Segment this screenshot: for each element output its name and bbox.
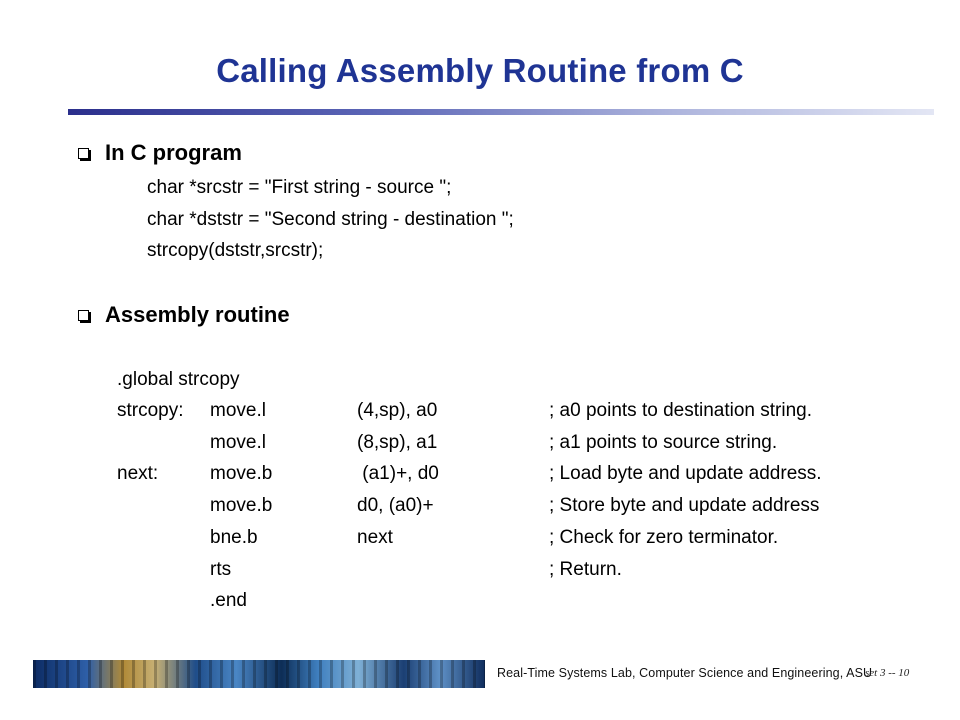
asm-operands: next <box>357 527 393 548</box>
asm-comment: ; Return. <box>549 559 622 580</box>
asm-opcode: rts <box>210 559 232 580</box>
asm-opcode: move.l <box>210 400 266 421</box>
slide-number: set 3 -- 10 <box>865 667 910 679</box>
asm-operands: (8,sp), a1 <box>357 432 438 453</box>
c-code-line: char *dststr = "Second string - destination "; <box>147 209 514 230</box>
checkbox-bullet-icon <box>78 148 89 159</box>
asm-opcode: move.b <box>210 463 273 484</box>
asm-comment: ; a1 points to source string. <box>549 432 778 453</box>
asm-opcode: move.b <box>210 495 273 516</box>
c-code-line: strcopy(dststr,srcstr); <box>147 240 324 261</box>
c-program-heading <box>78 140 242 166</box>
asm-operands: (a1)+, d0 <box>357 463 439 484</box>
assembly-heading <box>78 302 290 328</box>
footer-lab-name: Real-Time Systems Lab, Computer Science and Engineering, ASU <box>497 666 873 680</box>
asm-comment: ; Check for zero terminator. <box>549 527 779 548</box>
c-code-line: char *srcstr = "First string - source "; <box>147 177 452 198</box>
slide-title: Calling Assembly Routine from C <box>216 52 744 89</box>
asm-label: next: <box>117 463 159 484</box>
asm-opcode: .end <box>210 590 247 611</box>
asm-opcode: bne.b <box>210 527 258 548</box>
asm-comment: ; a0 points to destination string. <box>549 400 812 421</box>
assembly-heading-text: Assembly routine <box>105 302 290 327</box>
asm-opcode: move.l <box>210 432 266 453</box>
asm-comment: ; Load byte and update address. <box>549 463 822 484</box>
asm-operands: (4,sp), a0 <box>357 400 438 421</box>
asm-operands: d0, (a0)+ <box>357 495 434 516</box>
title-divider <box>68 109 934 115</box>
c-program-heading-text: In C program <box>105 140 242 165</box>
asm-label: strcopy: <box>117 400 184 421</box>
asm-comment: ; Store byte and update address <box>549 495 820 516</box>
asm-directive: .global strcopy <box>117 369 240 390</box>
checkbox-bullet-icon <box>78 310 89 321</box>
footer-banner-image <box>33 660 485 688</box>
